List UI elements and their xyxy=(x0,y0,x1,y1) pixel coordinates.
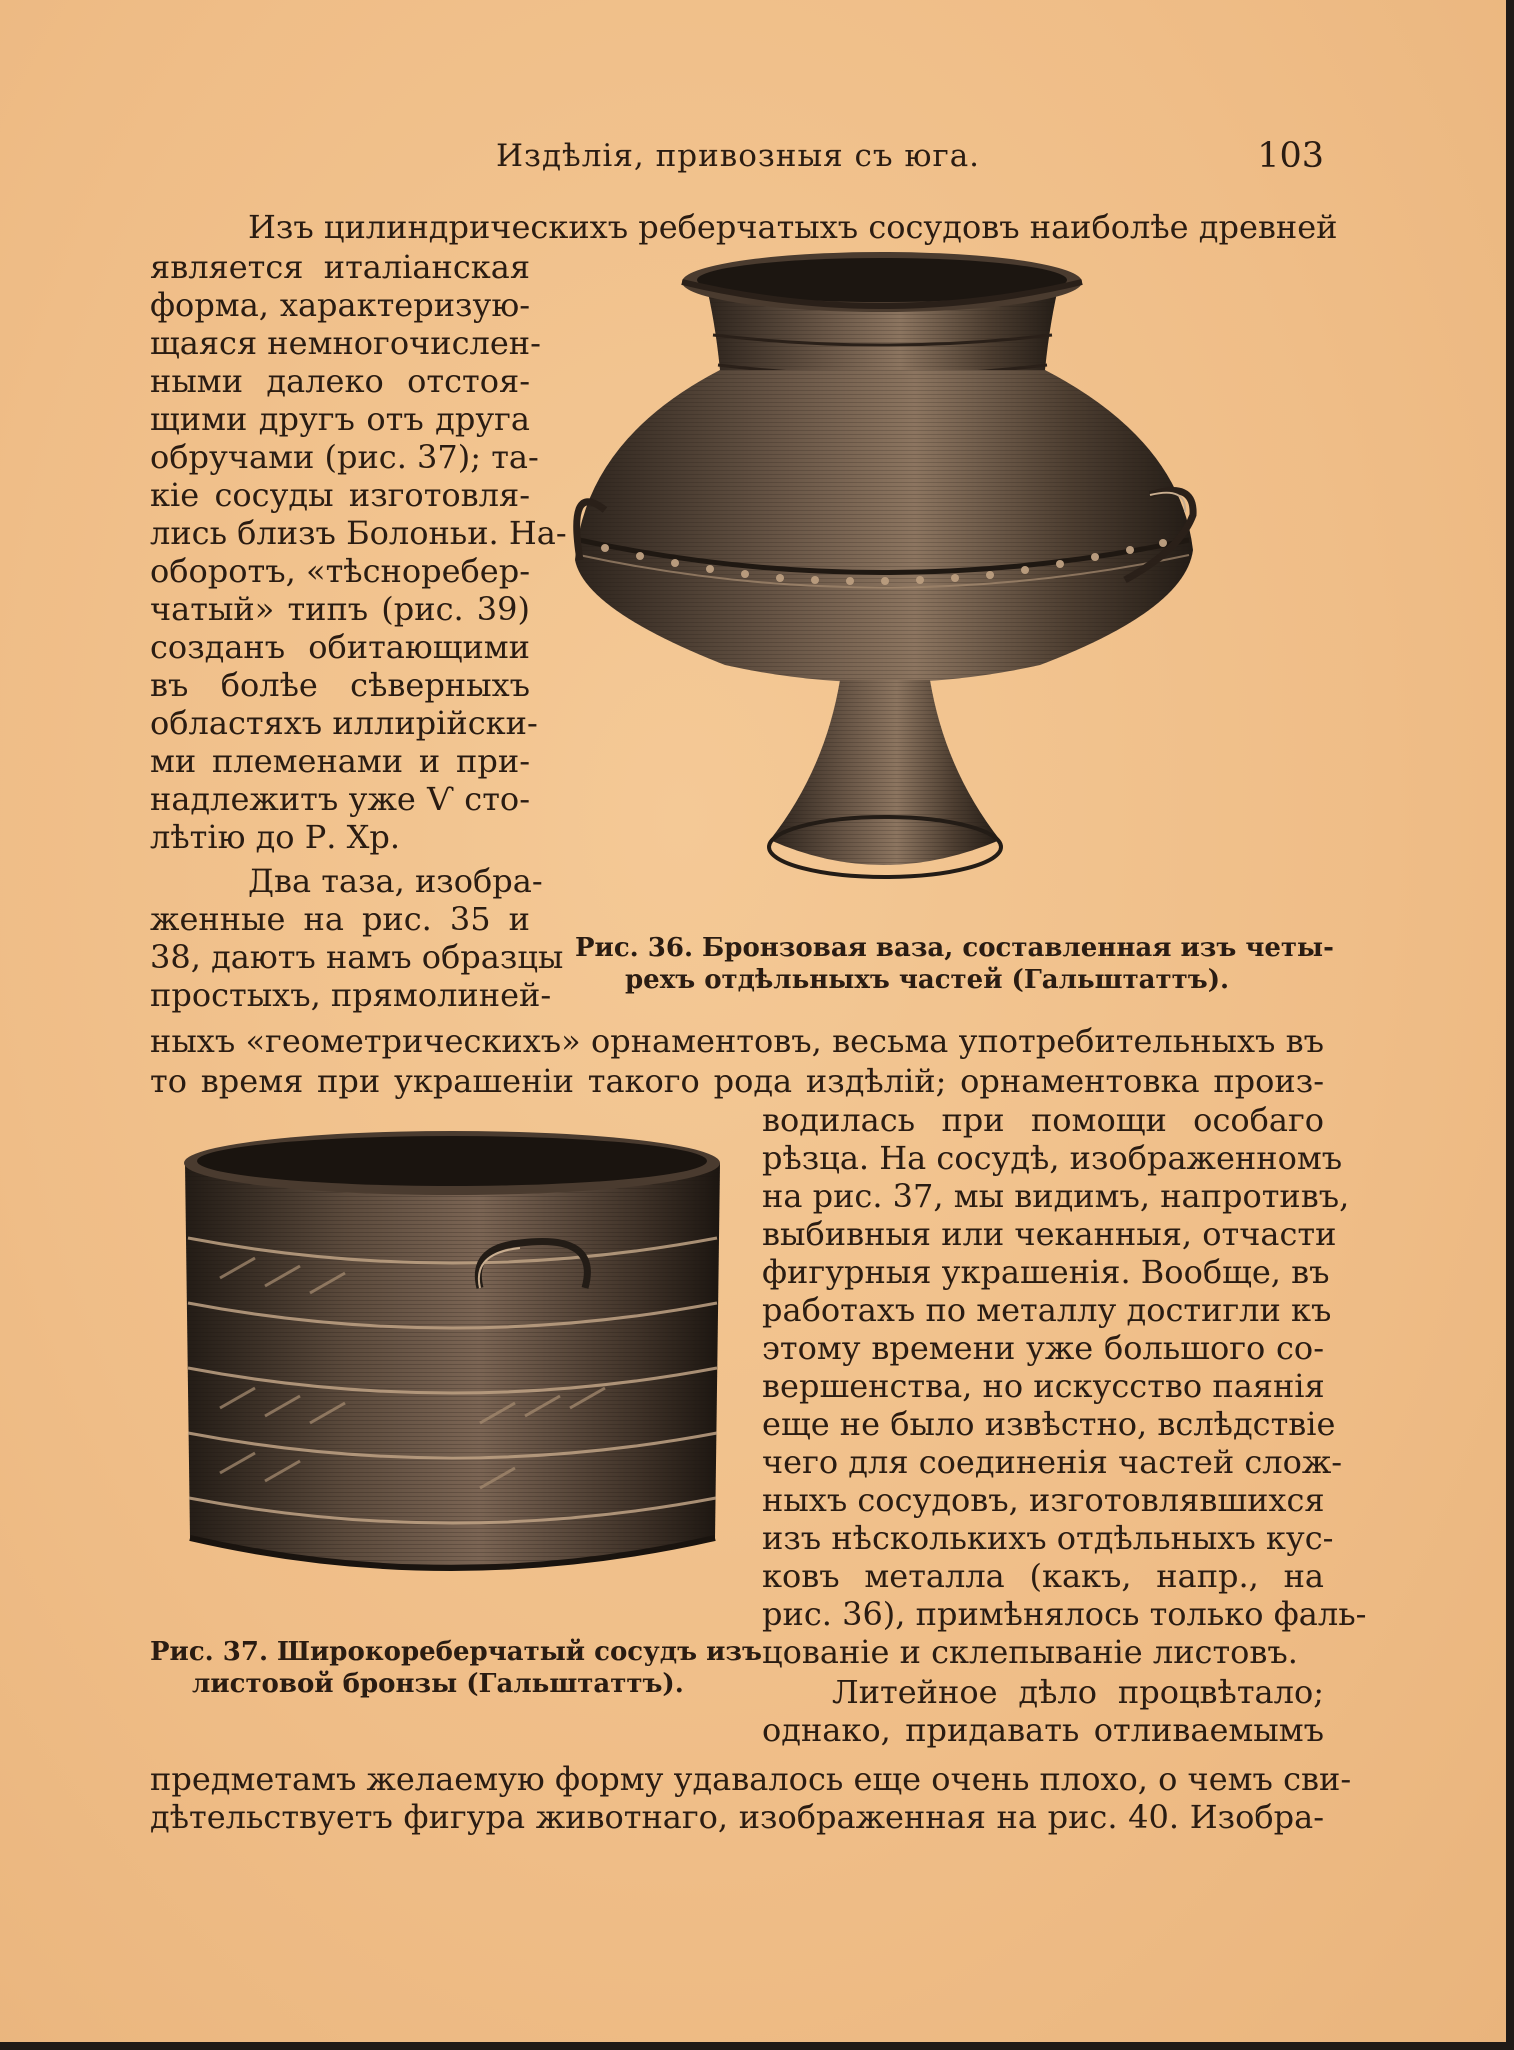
text-line: женные на рис. 35 и xyxy=(150,900,530,938)
text-line: выбивныя или чеканныя, отчасти xyxy=(762,1215,1337,1253)
figure-36-caption: Рис. 36. Бронзовая ваза, составленная изъ четы- xyxy=(575,933,1334,963)
text-line: является италіанская xyxy=(150,248,530,286)
scan-edge xyxy=(0,2042,1514,2050)
figure-37-caption: Рис. 37. Широкореберчатый сосудъ изъ xyxy=(150,1637,762,1667)
text-line: чатый» типъ (рис. 39) xyxy=(150,590,530,628)
text-line: Литейное дѣло процвѣтало; xyxy=(832,1673,1324,1711)
text-line: щаяся немногочислен- xyxy=(150,324,541,362)
text-line: изъ нѣсколькихъ отдѣльныхъ кус- xyxy=(762,1519,1334,1557)
text-line: Изъ цилиндрическихъ реберчатыхъ сосудовъ наиболѣе древней xyxy=(248,208,1338,246)
text-line: цованіе и склепываніе листовъ. xyxy=(762,1633,1298,1671)
text-line: ныхъ «геометрическихъ» орнаментовъ, весьма употребительныхъ въ xyxy=(150,1022,1324,1060)
text-line: лѣтію до Р. Хр. xyxy=(150,818,401,856)
text-line: оборотъ, «тѣсноребер- xyxy=(150,552,530,590)
text-line: кіе сосуды изготовля- xyxy=(150,476,530,514)
text-line: рѣзца. На сосудѣ, изображенномъ xyxy=(762,1139,1343,1177)
text-line: обручами (рис. 37); та- xyxy=(150,438,539,476)
text-line: еще не было извѣстно, вслѣдствіе xyxy=(762,1405,1336,1443)
text-line: этому времени уже большого со- xyxy=(762,1329,1324,1367)
text-line: Два таза, изобра- xyxy=(248,862,543,900)
text-line: ными далеко отстоя- xyxy=(150,362,530,400)
text-line: щими другъ отъ друга xyxy=(150,400,530,438)
running-title: Издѣлія, привозныя съ юга. xyxy=(496,138,981,174)
text-line: чего для соединенія частей слож- xyxy=(762,1443,1343,1481)
text-line: 38, даютъ намъ образцы xyxy=(150,938,564,976)
text-line: водилась при помощи особаго xyxy=(762,1101,1324,1139)
text-line: ныхъ сосудовъ, изготовлявшихся xyxy=(762,1481,1325,1519)
figure-36-bronze-vase xyxy=(565,250,1305,920)
text-line: предметамъ желаемую форму удавалось еще очень плохо, о чемъ сви- xyxy=(150,1760,1352,1798)
text-line: въ болѣе сѣверныхъ xyxy=(150,666,530,704)
text-line: работахъ по металлу достигли къ xyxy=(762,1291,1332,1329)
text-line: то время при украшеніи такого рода издѣлій; орнаментовка произ- xyxy=(150,1062,1324,1100)
text-line: областяхъ иллирійски- xyxy=(150,704,538,742)
text-line: однако, придавать отливаемымъ xyxy=(762,1711,1324,1749)
text-line: форма, характеризую- xyxy=(150,286,530,324)
scan-edge xyxy=(1506,0,1514,2050)
text-line: рис. 36), примѣнялось только фаль- xyxy=(762,1595,1367,1633)
text-line: надлежитъ уже Ѵ сто- xyxy=(150,780,530,818)
figure-37-ribbed-vessel xyxy=(180,1128,730,1608)
text-line: лись близъ Болоньи. На- xyxy=(150,514,567,552)
figure-37-caption: листовой бронзы (Гальштаттъ). xyxy=(192,1669,684,1699)
text-line: ковъ металла (какъ, напр., на xyxy=(762,1557,1324,1595)
running-header xyxy=(150,138,1324,184)
text-line: фигурныя украшенія. Вообще, въ xyxy=(762,1253,1330,1291)
text-line: вершенства, но искусство паянія xyxy=(762,1367,1325,1405)
text-line: ми племенами и при- xyxy=(150,742,530,780)
page-number: 103 xyxy=(1257,136,1324,176)
figure-36-caption: рехъ отдѣльныхъ частей (Гальштаттъ). xyxy=(625,965,1230,995)
text-line: созданъ обитающими xyxy=(150,628,530,666)
text-line: на рис. 37, мы видимъ, напротивъ, xyxy=(762,1177,1350,1215)
text-line: простыхъ, прямолиней- xyxy=(150,976,552,1014)
text-line: дѣтельствуетъ фигура животнаго, изображенная на рис. 40. Изобра- xyxy=(150,1798,1324,1836)
